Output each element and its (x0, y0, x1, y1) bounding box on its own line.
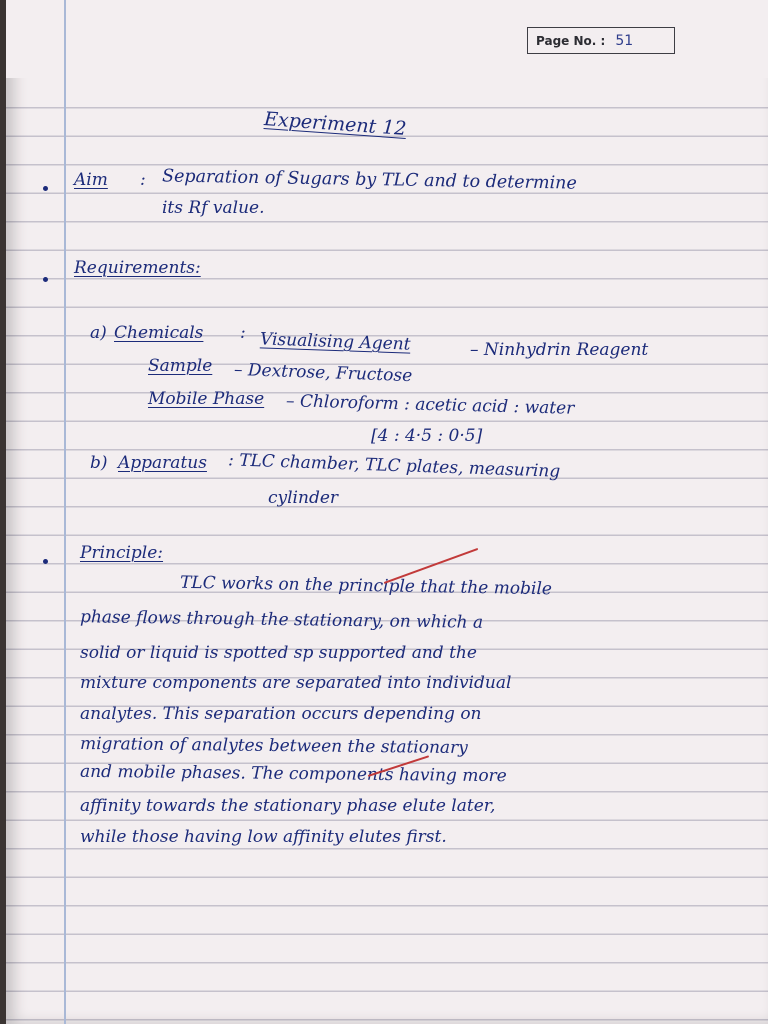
page-number-box (527, 27, 675, 54)
notebook-page (6, 0, 768, 1024)
apparatus-value: : TLC chamber, TLC plates, measuring (227, 450, 561, 482)
aim-line-2: its Rf value. (162, 198, 265, 218)
bullet-requirements (43, 277, 48, 282)
principle-line-3: solid or liquid is spotted sp supported and the (80, 643, 477, 663)
principle-line-2: phase flows through the stationary, on which a (79, 607, 484, 633)
principle-line-7: and mobile phases. The components having more (79, 761, 507, 787)
page-number-value: 51 (615, 32, 634, 49)
apparatus-label: Apparatus (118, 453, 207, 473)
mobile-phase-label: Mobile Phase (148, 389, 265, 409)
visualising-agent-text: Visualising Agent (259, 329, 411, 355)
principle-line-6: migration of analytes between the stationary (79, 733, 468, 759)
aim-label: Aim (74, 170, 108, 190)
aim-separator: : (140, 170, 146, 190)
mobile-phase-value: – Chloroform : acetic acid : water (285, 391, 575, 419)
chemicals-label: Chemicals (114, 323, 204, 343)
principle-line-1: TLC works on the principle that the mobile (179, 572, 553, 600)
apparatus-prefix: b) (90, 453, 108, 473)
apparatus-value-cont: cylinder (268, 488, 339, 508)
aim-line-1: Separation of Sugars by TLC and to determine (161, 166, 577, 194)
requirements-heading: Requirements: (74, 258, 201, 278)
sample-value: – Dextrose, Fructose (233, 359, 413, 387)
principle-line-8: affinity towards the stationary phase elute later, (80, 796, 496, 816)
principle-line-5: analytes. This separation occurs depending on (80, 704, 482, 724)
principle-heading: Principle: (80, 543, 164, 563)
experiment-title: Experiment 12 (263, 108, 408, 140)
chemicals-separator: : (240, 323, 246, 343)
sample-label: Sample (148, 356, 213, 376)
principle-line-4: mixture components are separated into individual (80, 673, 512, 693)
bullet-aim (43, 186, 48, 191)
ninhydrin-reagent-text: – Ninhydrin Reagent (470, 340, 649, 360)
chemicals-prefix: a) (90, 323, 107, 343)
mobile-phase-ratio: [4 : 4·5 : 0·5] (371, 426, 483, 446)
margin-line (64, 0, 66, 1024)
bullet-principle (43, 559, 48, 564)
principle-line-9: while those having low affinity elutes first. (80, 827, 447, 847)
page-number-label: Page No. : (536, 33, 606, 48)
